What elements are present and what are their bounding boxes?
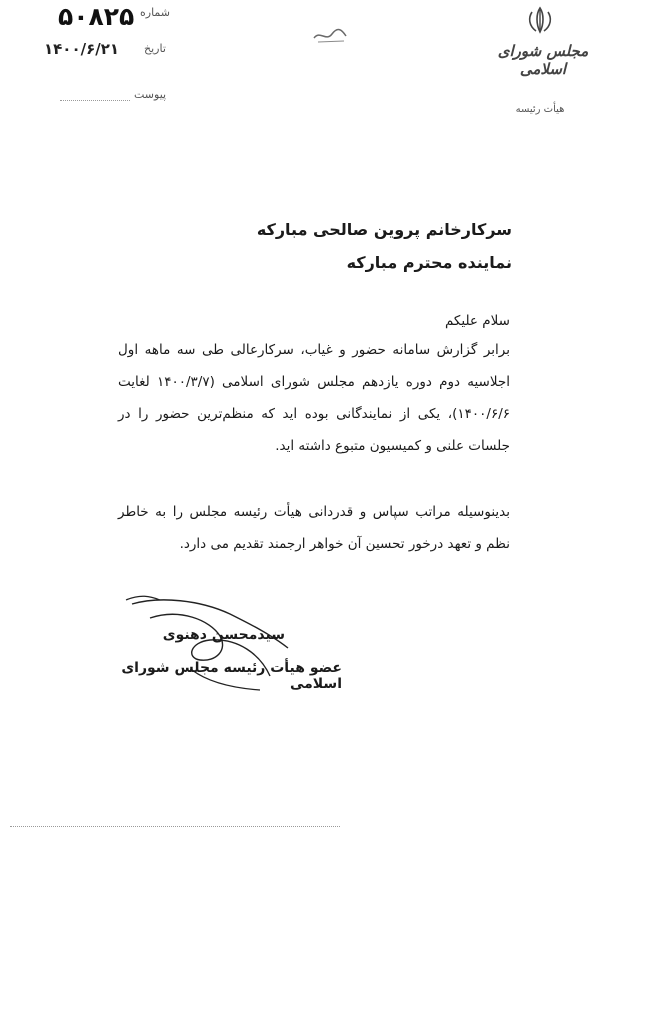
paragraph-1: برابر گزارش سامانه حضور و غیاب، سرکارعالی طی سه ماهه اول اجلاسیه دوم دوره یازدهم مجلس شورای اسلامی (۱۴۰۰/۳/۷ لغایت ۱۴۰۰/۶/۶)، یکی از نمایندگانی بوده اید که منظم‌ترین حضور را در جلسات علنی و کمیسیون متبوع داشته اید. (118, 342, 510, 454)
addressee-title: نماینده محترم مبارکه (346, 253, 512, 272)
letter-number: ۵۰۸۲۵ (58, 2, 135, 31)
letter-number-label: شماره (140, 6, 171, 19)
paragraph-2: بدینوسیله مراتب سپاس و قدردانی هیأت رئیسه مجلس را به خاطر نظم و تعهد درخور تحسین آن خواهر ارجمند تقدیم می دارد. (118, 504, 510, 552)
parliament-name: مجلس شورای اسلامی (497, 42, 589, 78)
letter-date: ۱۴۰۰/۶/۲۱ (44, 40, 120, 58)
attachment-label: پیوست (134, 88, 167, 101)
addressee-name: سرکارخانم پروین صالحی مبارکه (256, 220, 512, 239)
registry-stamp-mark (310, 24, 350, 46)
footer-dotted-line (10, 826, 340, 827)
greeting: سلام علیکم (444, 313, 510, 329)
iran-emblem-icon (522, 6, 558, 34)
signatory-name: سیدمحسن دهنوی (162, 627, 285, 643)
letter-date-label: تاریخ (144, 42, 166, 55)
attachment-line (60, 100, 130, 101)
signatory-title: عضو هیأت رئیسه مجلس شورای اسلامی (121, 660, 342, 692)
parliament-subtitle: هیأت رئیسه (515, 104, 565, 115)
